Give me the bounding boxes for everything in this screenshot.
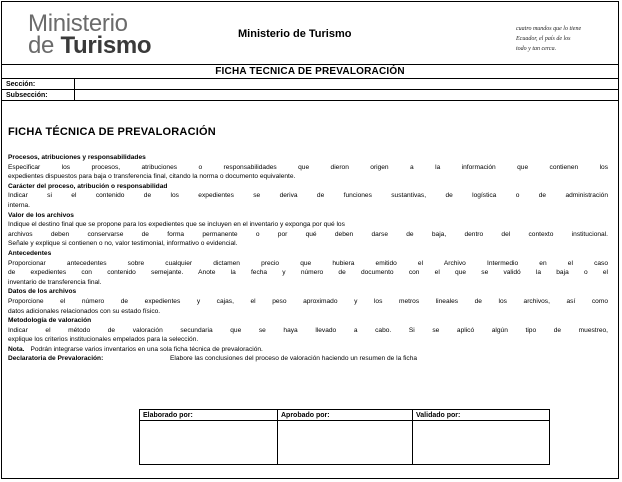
- signature-label: Aprobado por:: [278, 410, 412, 421]
- section-text: explique los criterios institucionales empelados para la selección.: [8, 336, 199, 344]
- logo-line-1: Ministerio: [28, 10, 128, 37]
- signature-cell-aprobado[interactable]: [278, 410, 413, 464]
- slogan-line: cuatro mundos que lo tiene: [516, 26, 582, 32]
- section-text: inventario de transferencia final.: [8, 278, 102, 286]
- seccion-field[interactable]: [1, 79, 619, 90]
- field-divider: [74, 79, 75, 90]
- section-heading: Metodología de valoración: [8, 317, 92, 325]
- section-heading: Datos de los archivos: [8, 288, 77, 296]
- note-text: Podrán integrarse varios inventarios en una sola ficha técnica de prevaloración.: [30, 345, 263, 353]
- subseccion-field[interactable]: [1, 90, 619, 101]
- field-divider: [74, 90, 75, 101]
- signature-table: [139, 409, 550, 465]
- seccion-label: Sección:: [6, 81, 36, 88]
- section-text: Indique el destino final que se propone para los expedientes que se incluyen en el inventario y exponga por qué los: [8, 221, 345, 229]
- signature-label: Validado por:: [413, 410, 549, 421]
- logo-turismo: Turismo: [60, 32, 152, 59]
- section-heading: Carácter del proceso, atribución o responsabilidad: [8, 182, 168, 190]
- signature-cell-elaborado[interactable]: [140, 410, 278, 464]
- declaration-text: Elabore las conclusiones del proceso de valoración haciendo un resumen de la ficha: [170, 355, 418, 363]
- slogan-line: todo y tan cerca.: [516, 46, 557, 52]
- section-text: de expedientes con contenido semejante. Anote la fecha y número de documento con el que se validó la baja o el: [8, 269, 608, 277]
- section-text: Proporcionar antecedentes sobre cualquier dictamen precio que hubiera emitido el Archivo Intermedio en el caso: [8, 259, 608, 267]
- section-heading: Valor de los archivos: [8, 211, 74, 219]
- ministerio-logo: [28, 10, 188, 59]
- subseccion-label: Subsección:: [6, 92, 48, 99]
- note: [8, 345, 608, 355]
- logo-line-2: [28, 34, 151, 58]
- main-title: FICHA TÉCNICA DE PREVALORACIÓN: [8, 126, 216, 138]
- slogan-line: Ecuador, el país de los: [516, 36, 571, 42]
- section-text: Indicar si el contenido de los expedientes se deriva de funciones sustantivas, de logística o de administración: [8, 192, 608, 200]
- declaration-label: Declaratoria de Prevaloración:: [8, 355, 104, 363]
- section-heading: Antecedentes: [8, 249, 52, 257]
- signature-cell-validado[interactable]: [413, 410, 549, 464]
- section-text: Proporcione el número de expedientes y cajas, el peso aproximado y los metros lineales de los archivos, así como: [8, 297, 608, 305]
- signature-label: Elaborado por:: [140, 410, 277, 421]
- section-text: datos adicionales relacionados con su estado físico.: [8, 307, 161, 315]
- section-text: expedientes dispuestos para baja o transferencia final, citando la norma o documento equivalente.: [8, 173, 296, 181]
- section-text: interna.: [8, 201, 30, 209]
- form-top-title: FICHA TECNICA DE PREVALORACIÓN: [215, 66, 405, 77]
- header-title: Ministerio de Turismo: [238, 28, 352, 40]
- section-text: Especificar los procesos, atribuciones o responsabilidades que dieron origen a la información que contienen los: [8, 163, 608, 171]
- section-heading: Procesos, atribuciones y responsabilidades: [8, 154, 146, 161]
- divider: [1, 64, 619, 65]
- sections: [8, 153, 608, 364]
- section-text: Señale y explique si contienen o no, valor testimonial, informativo o evidencial.: [8, 240, 238, 248]
- slogan: [516, 24, 606, 54]
- declaration: [8, 354, 608, 364]
- logo-de: de: [28, 32, 61, 59]
- note-label: Nota.: [8, 345, 25, 353]
- section-text: Indicar el método de valoración secundaria que se haya llevado a cabo. Si se aplicó algún tipo de muestreo,: [8, 326, 608, 334]
- section-text: archivos deben conservarse de forma permanente o por qué deben darse de baja, dentro del contexto institucional.: [8, 230, 608, 238]
